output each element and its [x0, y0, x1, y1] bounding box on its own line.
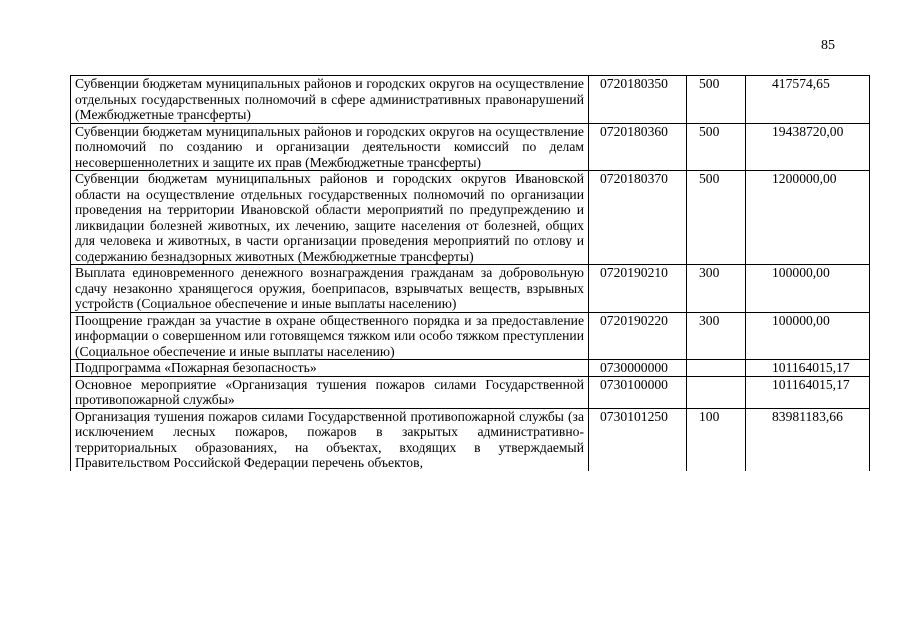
table-row: [71, 408, 870, 471]
row-code-cell: 0720190210: [589, 265, 687, 313]
row-name-cell: Поощрение граждан за участие в охране общественного порядка и за предоставление информации о совершенном или готовящемся тяжком или особо тяжком преступлении (Социальное обеспечение и иные выплаты населению): [71, 312, 589, 360]
row-type-cell: 300: [687, 312, 746, 360]
row-amount-cell: 83981183,66: [746, 408, 870, 471]
row-type-cell: [687, 360, 746, 377]
row-amount-cell: 1200000,00: [746, 171, 870, 265]
row-name-cell: Подпрограмма «Пожарная безопасность»: [71, 360, 589, 377]
row-name-cell: Субвенции бюджетам муниципальных районов и городских округов Ивановской области на осуществление отдельных государственных полномочий по организации проведения на территории Ивановской области мероприятий по предупреждению и ликвидации болезней животных, их лечению, защите населения от болезней, общих для человека и животных, в части организации проведения мероприятий по отлову и содержанию безнадзорных животных (Межбюджетные трансферты): [71, 171, 589, 265]
table-row: [71, 360, 870, 377]
row-code-cell: 0730101250: [589, 408, 687, 471]
row-name-cell: Организация тушения пожаров силами Государственной противопожарной службы (за исключением лесных пожаров, пожаров в закрытых административно-территориальных образованиях, на объектах, входящих в утверждаемый Правительством Российской Федерации перечень объектов,: [71, 408, 589, 471]
row-type-cell: 100: [687, 408, 746, 471]
page-number: 85: [821, 38, 835, 53]
table-row: [71, 171, 870, 265]
table-row: [71, 312, 870, 360]
budget-table: [70, 75, 870, 471]
row-code-cell: 0720190220: [589, 312, 687, 360]
row-name-cell: Основное мероприятие «Организация тушения пожаров силами Государственной противопожарной службы»: [71, 376, 589, 408]
row-type-cell: [687, 376, 746, 408]
row-name-cell: Субвенции бюджетам муниципальных районов и городских округов на осуществление полномочий по созданию и организации деятельности комиссий по делам несовершеннолетних и защите их прав (Межбюджетные трансферты): [71, 123, 589, 171]
row-type-cell: 300: [687, 265, 746, 313]
row-amount-cell: 417574,65: [746, 76, 870, 124]
row-amount-cell: 101164015,17: [746, 376, 870, 408]
row-amount-cell: 100000,00: [746, 312, 870, 360]
table-row: [71, 376, 870, 408]
row-code-cell: 0720180370: [589, 171, 687, 265]
row-type-cell: 500: [687, 76, 746, 124]
row-code-cell: 0730000000: [589, 360, 687, 377]
table-row: [71, 123, 870, 171]
row-type-cell: 500: [687, 123, 746, 171]
table-row: [71, 265, 870, 313]
row-type-cell: 500: [687, 171, 746, 265]
row-code-cell: 0730100000: [589, 376, 687, 408]
row-name-cell: Выплата единовременного денежного вознаграждения гражданам за добровольную сдачу незаконно хранящегося оружия, боеприпасов, взрывчатых веществ, взрывных устройств (Социальное обеспечение и иные выплаты населению): [71, 265, 589, 313]
row-name-cell: Субвенции бюджетам муниципальных районов и городских округов на осуществление отдельных государственных полномочий в сфере административных правонарушений (Межбюджетные трансферты): [71, 76, 589, 124]
row-code-cell: 0720180360: [589, 123, 687, 171]
table-row: [71, 76, 870, 124]
row-code-cell: 0720180350: [589, 76, 687, 124]
row-amount-cell: 19438720,00: [746, 123, 870, 171]
row-amount-cell: 100000,00: [746, 265, 870, 313]
row-amount-cell: 101164015,17: [746, 360, 870, 377]
